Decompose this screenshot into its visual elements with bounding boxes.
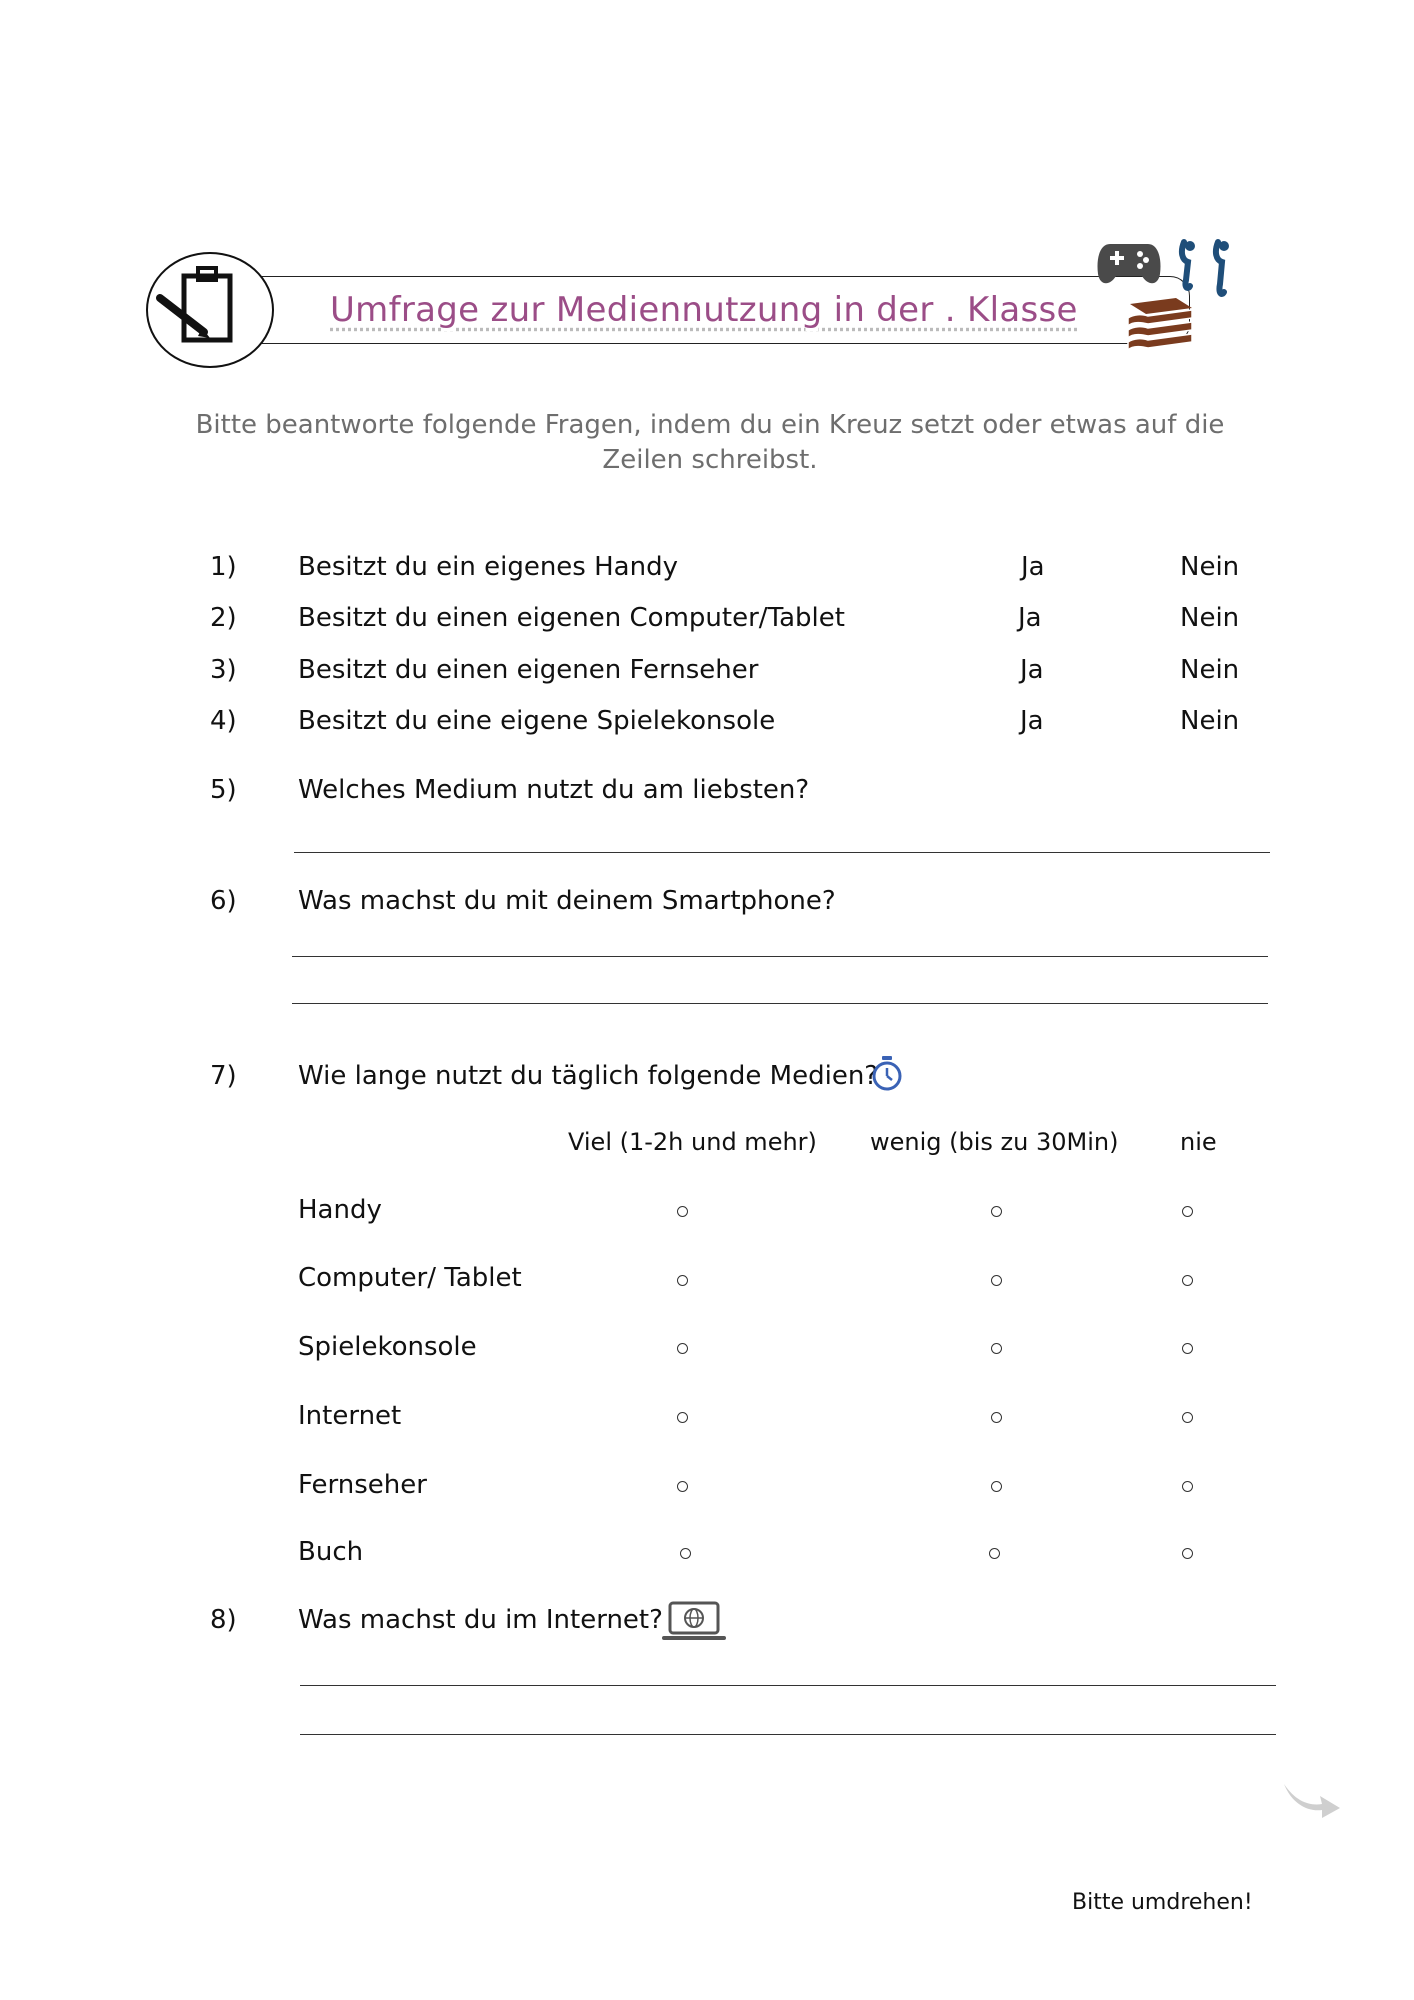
radio-wenig[interactable] (991, 1343, 1002, 1354)
radio-nie[interactable] (1182, 1343, 1193, 1354)
question-text: Besitzt du ein eigenes Handy (298, 552, 678, 582)
answer-line[interactable] (300, 1685, 1276, 1686)
books-icon (1124, 296, 1196, 352)
answer-line[interactable] (300, 1734, 1276, 1735)
column-header: wenig (bis zu 30Min) (870, 1128, 1119, 1156)
gamepad-icon (1096, 238, 1162, 290)
question-number: 4) (210, 706, 237, 736)
radio-viel[interactable] (677, 1481, 688, 1492)
question-number: 2) (210, 603, 237, 633)
column-header: Viel (1-2h und mehr) (568, 1128, 817, 1156)
no-option[interactable]: Nein (1180, 552, 1240, 582)
no-option[interactable]: Nein (1180, 706, 1240, 736)
yes-option[interactable]: Ja (1018, 603, 1042, 633)
column-header: nie (1180, 1128, 1217, 1156)
media-label: Buch (298, 1537, 364, 1567)
answer-line[interactable] (292, 956, 1268, 957)
no-option[interactable]: Nein (1180, 655, 1240, 685)
headphones-icon (1178, 238, 1242, 304)
yes-option[interactable]: Ja (1020, 706, 1044, 736)
media-label: Internet (298, 1401, 402, 1431)
question-number: 3) (210, 655, 237, 685)
radio-wenig[interactable] (991, 1275, 1002, 1286)
media-label: Computer/ Tablet (298, 1263, 522, 1293)
turn-page-arrow-icon (1282, 1780, 1342, 1820)
question-text: Was machst du im Internet? (298, 1605, 663, 1635)
turn-over-note: Bitte umdrehen! (1072, 1890, 1253, 1915)
radio-nie[interactable] (1182, 1206, 1193, 1217)
clipboard-pen-icon (148, 254, 272, 366)
yes-option[interactable]: Ja (1021, 552, 1045, 582)
media-label: Handy (298, 1195, 382, 1225)
radio-viel[interactable] (677, 1412, 688, 1423)
radio-nie[interactable] (1182, 1548, 1193, 1559)
radio-nie[interactable] (1182, 1412, 1193, 1423)
question-text: Besitzt du einen eigenen Computer/Tablet (298, 603, 845, 633)
radio-wenig[interactable] (991, 1206, 1002, 1217)
no-option[interactable]: Nein (1180, 603, 1240, 633)
answer-line[interactable] (294, 852, 1270, 853)
question-text: Besitzt du einen eigenen Fernseher (298, 655, 759, 685)
radio-wenig[interactable] (991, 1481, 1002, 1492)
media-label: Fernseher (298, 1470, 427, 1500)
question-text: Welches Medium nutzt du am liebsten? (298, 775, 810, 805)
laptop-icon (660, 1600, 728, 1644)
question-text: Besitzt du eine eigene Spielekonsole (298, 706, 776, 736)
question-number: 8) (210, 1605, 237, 1635)
question-number: 1) (210, 552, 237, 582)
radio-wenig[interactable] (991, 1412, 1002, 1423)
yes-option[interactable]: Ja (1020, 655, 1044, 685)
instructions: Bitte beantworte folgende Fragen, indem du ein Kreuz setzt oder etwas auf die Zeilen schreibst. (195, 410, 1225, 475)
radio-viel[interactable] (677, 1343, 688, 1354)
radio-nie[interactable] (1182, 1481, 1193, 1492)
answer-line[interactable] (292, 1003, 1268, 1004)
radio-nie[interactable] (1182, 1275, 1193, 1286)
question-number: 7) (210, 1061, 237, 1091)
question-number: 6) (210, 886, 237, 916)
radio-viel[interactable] (677, 1275, 688, 1286)
page-title: Umfrage zur Mediennutzung in der . Klasse (330, 290, 1078, 330)
media-label: Spielekonsole (298, 1332, 477, 1362)
radio-viel[interactable] (680, 1548, 691, 1559)
question-number: 5) (210, 775, 237, 805)
stopwatch-icon (870, 1055, 904, 1093)
radio-viel[interactable] (677, 1206, 688, 1217)
question-text: Was machst du mit deinem Smartphone? (298, 886, 836, 916)
radio-wenig[interactable] (989, 1548, 1000, 1559)
question-text: Wie lange nutzt du täglich folgende Medien? (298, 1061, 879, 1091)
clipboard-badge (146, 252, 274, 368)
